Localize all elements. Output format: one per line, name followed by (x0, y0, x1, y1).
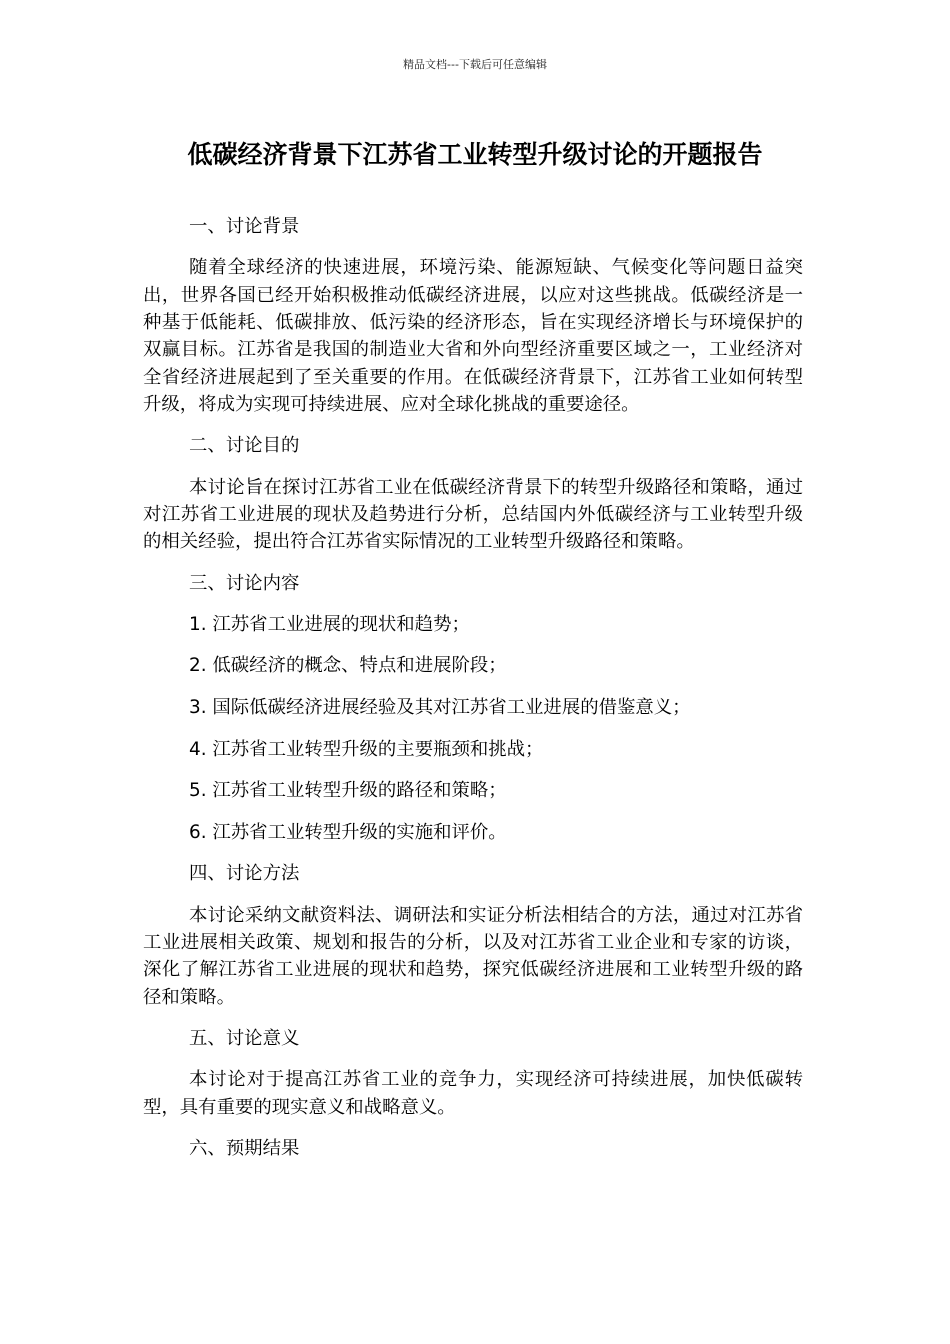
list-item: 5. 江苏省工业转型升级的路径和策略； (189, 780, 507, 802)
list-item: 6. 江苏省工业转型升级的实施和评价。 (189, 821, 507, 843)
paragraph-purpose: 本讨论旨在探讨江苏省工业在低碳经济背景下的转型升级路径和策略，通过对江苏省工业进展的现状及趋势进行分析，总结国内外低碳经济与工业转型升级的相关经验，提出符合江苏省实际情况的工业转型升级路径和策略。 (143, 476, 803, 553)
list-item: 4. 江苏省工业转型升级的主要瓶颈和挑战； (189, 738, 544, 760)
paragraph-significance: 本讨论对于提高江苏省工业的竞争力，实现经济可持续进展，加快低碳转型，具有重要的现实意义和战略意义。 (143, 1069, 803, 1118)
list-item: 3. 国际低碳经济进展经验及其对江苏省工业进展的借鉴意义； (189, 697, 691, 719)
document-body (143, 213, 803, 1176)
header-note: 精品文档---下载后可任意编辑 (403, 58, 547, 71)
paragraph-method: 本讨论采纳文献资料法、调研法和实证分析法相结合的方法，通过对江苏省工业进展相关政策、规划和报告的分析，以及对江苏省工业企业和专家的访谈，深化了解江苏省工业进展的现状和趋势，探究低碳经济进展和工业转型升级的路径和策略。 (143, 904, 803, 1008)
paragraph-background: 随着全球经济的快速进展，环境污染、能源短缺、气候变化等问题日益突出，世界各国已经开始积极推动低碳经济进展，以应对这些挑战。低碳经济是一种基于低能耗、低碳排放、低污染的经济形态，旨在实现经济增长与环境保护的双赢目标。江苏省是我国的制造业大省和外向型经济重要区域之一，工业经济对全省经济进展起到了至关重要的作用。在低碳经济背景下，江苏省工业如何转型升级，将成为实现可持续进展、应对全球化挑战的重要途径。 (143, 257, 803, 416)
section-heading-content: 三、讨论内容 (189, 572, 300, 594)
section-heading-significance: 五、讨论意义 (189, 1028, 300, 1050)
list-item: 1. 江苏省工业进展的现状和趋势； (189, 613, 470, 635)
section-heading-results: 六、预期结果 (189, 1137, 300, 1159)
section-heading-purpose: 二、讨论目的 (189, 435, 300, 457)
section-heading-background: 一、讨论背景 (189, 216, 300, 237)
list-item: 2. 低碳经济的概念、特点和进展阶段； (189, 655, 507, 677)
section-heading-method: 四、讨论方法 (189, 863, 300, 885)
document-title: 低碳经济背景下江苏省工业转型升级讨论的开题报告 (187, 140, 763, 169)
